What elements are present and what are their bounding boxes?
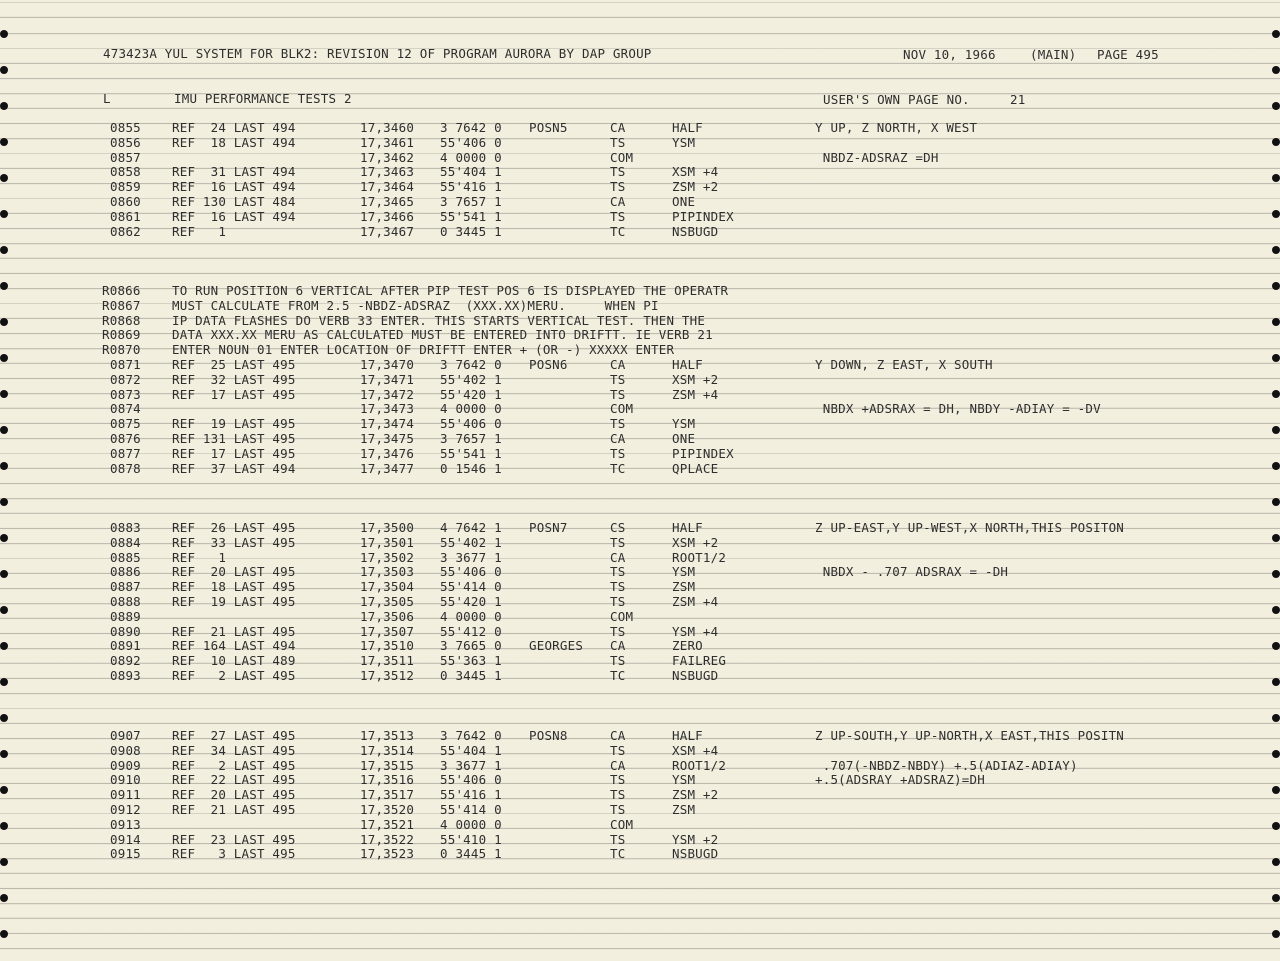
right-tractor-feed [1266,0,1280,961]
feed-hole [1272,714,1280,722]
line-op: CA [610,638,626,654]
line-op: TS [610,831,626,847]
line-ref: REF 32 LAST 495 [172,371,296,387]
line-code: 3 7657 1 [440,194,502,209]
line-operand: ZSM +2 [672,787,719,803]
feed-hole [0,534,8,542]
line-operand: XSM +2 [672,371,719,387]
line-addr: 17,3466 [360,208,415,224]
line-code: 55'416 1 [440,179,502,195]
feed-hole [0,138,8,146]
line-seq: 0915 [110,846,141,862]
line-op: CA [610,194,626,209]
line-op: COM [610,816,634,832]
remark-text: MUST CALCULATE FROM 2.5 -NBDZ-ADSRAZ (XXX.XX)MERU. WHEN PI [172,297,659,313]
line-code: 55'406 0 [440,134,502,150]
line-op: CA [610,549,626,565]
line-ref: REF 21 LAST 495 [172,802,296,817]
feed-hole [1272,174,1280,182]
line-operand: PIPINDEX [672,445,734,461]
line-op: TS [610,445,626,461]
line-seq: 0862 [110,223,141,239]
line-label: GEORGES [529,638,584,654]
line-op: TS [610,772,626,788]
line-code: 0 3445 1 [440,846,502,862]
line-addr: 17,3460 [360,120,415,135]
subheader-marker: L [103,91,111,106]
header-page: PAGE 495 [1097,47,1159,62]
line-seq: 0858 [110,164,141,180]
feed-hole [1272,498,1280,506]
line-addr: 17,3474 [360,416,415,432]
line-seq: 0860 [110,194,141,209]
line-ref: REF 18 LAST 495 [172,579,296,595]
line-operand: FAILREG [672,653,727,669]
line-ref: REF 16 LAST 494 [172,179,296,195]
line-seq: 0856 [110,134,141,150]
line-addr: 17,3510 [360,638,415,654]
line-comment: Z UP-SOUTH,Y UP-NORTH,X EAST,THIS POSITN [815,728,1125,743]
line-code: 55'412 0 [440,623,502,639]
line-seq: 0885 [110,549,141,565]
line-addr: 17,3502 [360,549,415,565]
section-title: IMU PERFORMANCE TESTS 2 [174,91,352,106]
remark-seq: R0870 [102,342,141,358]
line-code: 55'420 1 [440,386,502,402]
feed-hole [0,318,8,326]
line-code: 55'406 0 [440,772,502,788]
feed-hole [1272,138,1280,146]
line-code: 55'410 1 [440,831,502,847]
line-ref: REF 25 LAST 495 [172,357,296,372]
line-addr: 17,3501 [360,534,415,550]
line-seq: 0876 [110,431,141,446]
line-op: CA [610,357,626,372]
line-op: COM [610,149,634,165]
line-ref: REF 2 LAST 495 [172,668,296,683]
remark-seq: R0867 [102,297,141,313]
line-ref: REF 18 LAST 494 [172,134,296,150]
line-operand: XSM +4 [672,742,719,758]
feed-hole [0,282,8,290]
line-operand: ONE [672,194,696,209]
line-ref: REF 17 LAST 495 [172,386,296,402]
line-ref: REF 23 LAST 495 [172,831,296,847]
line-op: TS [610,787,626,803]
line-addr: 17,3476 [360,445,415,461]
feed-hole [0,642,8,650]
line-code: 3 7642 0 [440,120,502,135]
feed-hole [0,714,8,722]
line-code: 55'416 1 [440,787,502,803]
line-ref: REF 3 LAST 495 [172,846,296,862]
line-operand: ROOT1/2 [672,549,727,565]
feed-hole [0,246,8,254]
line-addr: 17,3505 [360,594,415,609]
line-operand: YSM +4 [672,623,719,639]
line-seq: 0859 [110,179,141,195]
line-label: POSN6 [529,357,568,372]
line-seq: 0886 [110,564,141,580]
line-operand: ONE [672,431,696,446]
remark-seq: R0868 [102,312,141,328]
line-ref: REF 24 LAST 494 [172,120,296,135]
feed-hole [1272,462,1280,470]
line-seq: 0857 [110,149,141,165]
line-code: 3 7657 1 [440,431,502,446]
line-operand: XSM +2 [672,534,719,550]
line-addr: 17,3511 [360,653,415,669]
line-addr: 17,3517 [360,787,415,803]
line-code: 55'402 1 [440,371,502,387]
line-seq: 0893 [110,668,141,683]
feed-hole [0,66,8,74]
remark-text: TO RUN POSITION 6 VERTICAL AFTER PIP TEST POS 6 IS DISPLAYED THE OPERATR [172,283,729,298]
feed-hole [0,930,8,938]
line-code: 4 7642 1 [440,520,502,535]
line-seq: 0889 [110,608,141,624]
feed-hole [1272,642,1280,650]
line-operand: PIPINDEX [672,208,734,224]
line-addr: 17,3463 [360,164,415,180]
line-operand: NSBUGD [672,668,719,683]
line-addr: 17,3516 [360,772,415,788]
feed-hole [1272,354,1280,362]
line-op: CA [610,120,626,135]
line-addr: 17,3471 [360,371,415,387]
feed-hole [0,570,8,578]
line-seq: 0913 [110,816,141,832]
line-operand: ZSM +4 [672,386,719,402]
line-ref: REF 20 LAST 495 [172,564,296,580]
line-op: TS [610,134,626,150]
line-ref: REF 17 LAST 495 [172,445,296,461]
left-tractor-feed [0,0,14,961]
line-op: TS [610,802,626,817]
line-code: 55'404 1 [440,742,502,758]
feed-hole [1272,282,1280,290]
remark-text: ENTER NOUN 01 ENTER LOCATION OF DRIFTT ENTER + (OR -) XXXXX ENTER [172,342,675,358]
feed-hole [0,30,8,38]
feed-hole [1272,894,1280,902]
line-code: 4 0000 0 [440,149,502,165]
line-operand: ZSM [672,579,696,595]
feed-hole [1272,858,1280,866]
feed-hole [1272,102,1280,110]
line-code: 0 3445 1 [440,223,502,239]
feed-hole [1272,426,1280,434]
line-op: TC [610,460,626,476]
line-ref: REF 164 LAST 494 [172,638,296,654]
line-label: POSN5 [529,120,568,135]
line-code: 0 3445 1 [440,668,502,683]
line-code: 4 0000 0 [440,608,502,624]
remark-text: IP DATA FLASHES DO VERB 33 ENTER. THIS STARTS VERTICAL TEST. THEN THE [172,312,706,328]
line-ref: REF 20 LAST 495 [172,787,296,803]
line-label: POSN7 [529,520,568,535]
line-op: TS [610,386,626,402]
line-seq: 0877 [110,445,141,461]
line-comment: NBDX - .707 ADSRAX = -DH [815,564,1009,580]
line-ref: REF 31 LAST 494 [172,164,296,180]
line-addr: 17,3473 [360,401,415,417]
line-addr: 17,3520 [360,802,415,817]
line-operand: YSM [672,416,696,432]
line-seq: 0888 [110,594,141,609]
line-op: CA [610,431,626,446]
owner-page-number: 21 [1010,92,1026,107]
feed-hole [1272,210,1280,218]
feed-hole [1272,30,1280,38]
line-addr: 17,3503 [360,564,415,580]
feed-hole [1272,606,1280,614]
owner-page-label: USER'S OWN PAGE NO. [823,92,970,107]
feed-hole [1272,570,1280,578]
line-addr: 17,3472 [360,386,415,402]
feed-hole [0,858,8,866]
line-operand: NSBUGD [672,846,719,862]
line-ref: REF 131 LAST 495 [172,431,296,446]
line-operand: ZSM +2 [672,179,719,195]
line-op: TC [610,223,626,239]
remark-seq: R0869 [102,327,141,343]
line-operand: YSM [672,134,696,150]
line-seq: 0878 [110,460,141,476]
line-seq: 0891 [110,638,141,654]
line-addr: 17,3515 [360,757,415,773]
line-code: 55'414 0 [440,579,502,595]
line-operand: XSM +4 [672,164,719,180]
line-seq: 0872 [110,371,141,387]
line-op: TC [610,668,626,683]
remark-seq: R0866 [102,283,141,298]
line-comment: Z UP-EAST,Y UP-WEST,X NORTH,THIS POSITON [815,520,1125,535]
line-addr: 17,3477 [360,460,415,476]
line-seq: 0855 [110,120,141,135]
line-ref: REF 21 LAST 495 [172,623,296,639]
line-code: 55'363 1 [440,653,502,669]
line-addr: 17,3475 [360,431,415,446]
line-seq: 0911 [110,787,141,803]
line-code: 4 0000 0 [440,401,502,417]
line-comment: .707(-NBDZ-NBDY) +.5(ADIAZ-ADIAY) [815,757,1078,773]
feed-hole [0,822,8,830]
line-operand: ZSM +4 [672,594,719,609]
line-seq: 0874 [110,401,141,417]
line-code: 3 3677 1 [440,757,502,773]
line-seq: 0909 [110,757,141,773]
line-seq: 0887 [110,579,141,595]
line-code: 55'406 0 [440,564,502,580]
line-operand: YSM [672,772,696,788]
line-seq: 0883 [110,520,141,535]
line-addr: 17,3506 [360,608,415,624]
line-comment: Y DOWN, Z EAST, X SOUTH [815,357,993,372]
feed-hole [0,750,8,758]
line-addr: 17,3507 [360,623,415,639]
feed-hole [1272,534,1280,542]
line-code: 4 0000 0 [440,816,502,832]
line-ref: REF 19 LAST 495 [172,416,296,432]
line-comment: NBDZ-ADSRAZ =DH [815,149,939,165]
line-operand: ZERO [672,638,703,654]
line-op: TS [610,534,626,550]
line-op: TS [610,594,626,609]
feed-hole [1272,318,1280,326]
line-op: CS [610,520,626,535]
remark-text: DATA XXX.XX MERU AS CALCULATED MUST BE ENTERED INTO DRIFTT. IE VERB 21 [172,327,713,343]
line-code: 3 7665 0 [440,638,502,654]
line-seq: 0884 [110,534,141,550]
line-addr: 17,3500 [360,520,415,535]
line-addr: 17,3512 [360,668,415,683]
line-op: TS [610,579,626,595]
feed-hole [1272,750,1280,758]
line-code: 0 1546 1 [440,460,502,476]
line-seq: 0910 [110,772,141,788]
feed-hole [0,210,8,218]
line-op: TS [610,623,626,639]
line-code: 55'402 1 [440,534,502,550]
line-comment: NBDX +ADSRAX = DH, NBDY -ADIAY = -DV [815,401,1101,417]
line-addr: 17,3462 [360,149,415,165]
line-ref: REF 19 LAST 495 [172,594,296,609]
feed-hole [0,462,8,470]
line-comment: Y UP, Z NORTH, X WEST [815,120,978,135]
line-operand: HALF [672,120,703,135]
feed-hole [0,894,8,902]
line-addr: 17,3464 [360,179,415,195]
line-ref: REF 37 LAST 494 [172,460,296,476]
feed-hole [0,678,8,686]
line-operand: YSM +2 [672,831,719,847]
line-addr: 17,3461 [360,134,415,150]
line-addr: 17,3470 [360,357,415,372]
line-label: POSN8 [529,728,568,743]
line-ref: REF 2 LAST 495 [172,757,296,773]
line-comment: +.5(ADSRAY +ADSRAZ)=DH [815,772,985,788]
line-addr: 17,3514 [360,742,415,758]
header-date: NOV 10, 1966 [903,47,996,62]
line-op: TS [610,564,626,580]
line-code: 3 7642 0 [440,357,502,372]
line-seq: 0892 [110,653,141,669]
line-code: 55'404 1 [440,164,502,180]
line-op: COM [610,608,634,624]
header-module: (MAIN) [1030,47,1077,62]
header-program: 473423A YUL SYSTEM FOR BLK2: REVISION 12 OF PROGRAM AURORA BY DAP GROUP [103,46,652,61]
line-operand: ROOT1/2 [672,757,727,773]
line-ref: REF 10 LAST 489 [172,653,296,669]
line-code: 55'414 0 [440,802,502,817]
line-code: 3 3677 1 [440,549,502,565]
line-op: CA [610,757,626,773]
feed-hole [1272,390,1280,398]
line-addr: 17,3522 [360,831,415,847]
line-operand: HALF [672,728,703,743]
line-addr: 17,3521 [360,816,415,832]
line-operand: HALF [672,357,703,372]
feed-hole [0,102,8,110]
line-ref: REF 130 LAST 484 [172,194,296,209]
line-operand: YSM [672,564,696,580]
line-operand: QPLACE [672,460,719,476]
line-op: TS [610,416,626,432]
line-ref: REF 1 [172,223,227,239]
line-ref: REF 22 LAST 495 [172,772,296,788]
line-op: TS [610,164,626,180]
line-op: TS [610,653,626,669]
line-op: TS [610,371,626,387]
line-code: 55'406 0 [440,416,502,432]
line-op: CA [610,728,626,743]
line-seq: 0907 [110,728,141,743]
line-addr: 17,3465 [360,194,415,209]
line-seq: 0908 [110,742,141,758]
feed-hole [1272,678,1280,686]
line-op: TC [610,846,626,862]
line-seq: 0914 [110,831,141,847]
line-ref: REF 27 LAST 495 [172,728,296,743]
line-op: TS [610,742,626,758]
line-addr: 17,3504 [360,579,415,595]
line-addr: 17,3513 [360,728,415,743]
line-seq: 0890 [110,623,141,639]
line-seq: 0912 [110,802,141,817]
line-seq: 0861 [110,208,141,224]
line-operand: NSBUGD [672,223,719,239]
line-operand: ZSM [672,802,696,817]
feed-hole [1272,66,1280,74]
feed-hole [0,498,8,506]
line-ref: REF 34 LAST 495 [172,742,296,758]
line-code: 3 7642 0 [440,728,502,743]
line-ref: REF 16 LAST 494 [172,208,296,224]
feed-hole [0,390,8,398]
line-code: 55'420 1 [440,594,502,609]
line-op: TS [610,179,626,195]
feed-hole [0,606,8,614]
line-ref: REF 33 LAST 495 [172,534,296,550]
line-addr: 17,3467 [360,223,415,239]
feed-hole [0,786,8,794]
line-seq: 0871 [110,357,141,372]
feed-hole [0,354,8,362]
line-ref: REF 1 [172,549,227,565]
line-op: TS [610,208,626,224]
feed-hole [0,426,8,434]
line-code: 55'541 1 [440,208,502,224]
line-ref: REF 26 LAST 495 [172,520,296,535]
line-operand: HALF [672,520,703,535]
line-op: COM [610,401,634,417]
feed-hole [1272,786,1280,794]
line-code: 55'541 1 [440,445,502,461]
feed-hole [1272,822,1280,830]
line-seq: 0873 [110,386,141,402]
line-addr: 17,3523 [360,846,415,862]
feed-hole [1272,930,1280,938]
line-seq: 0875 [110,416,141,432]
feed-hole [0,174,8,182]
feed-hole [1272,246,1280,254]
